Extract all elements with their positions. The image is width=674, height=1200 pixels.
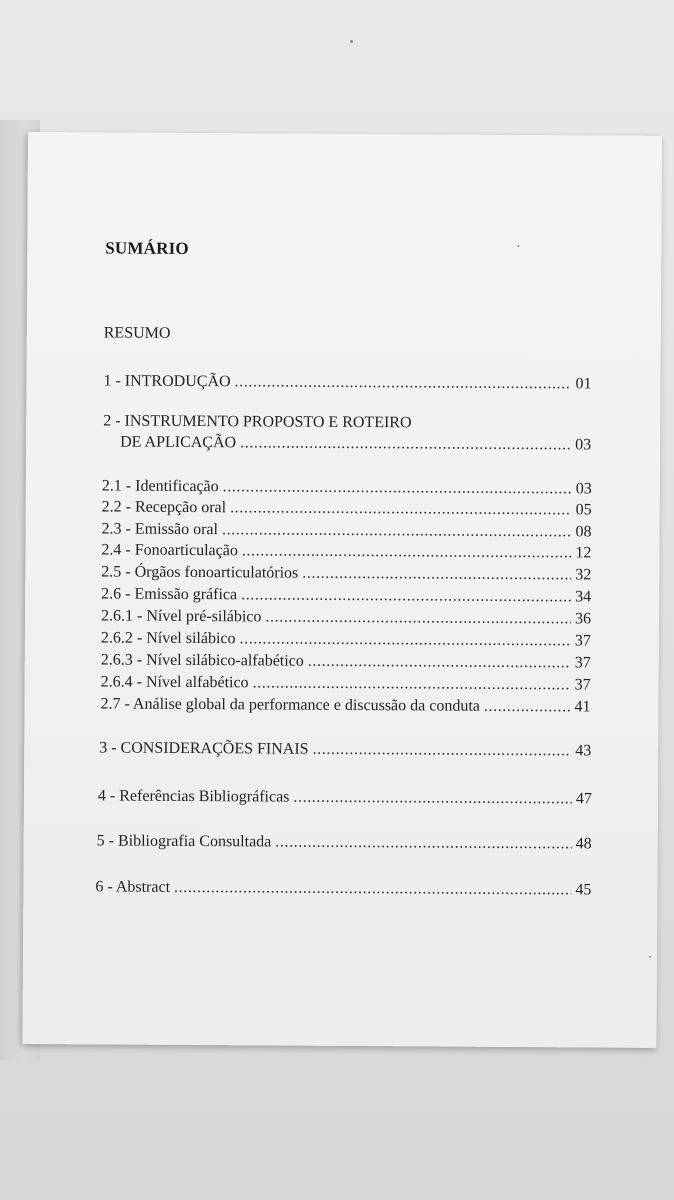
toc-entry bbox=[101, 673, 591, 694]
toc-entry-page: 03 bbox=[575, 480, 592, 498]
document-page bbox=[22, 132, 662, 1048]
page-title: SUMÁRIO bbox=[105, 238, 189, 258]
toc-entry bbox=[102, 477, 592, 498]
toc-entry-page: 37 bbox=[574, 632, 591, 650]
dust-speck bbox=[350, 40, 353, 43]
dust-speck bbox=[517, 245, 519, 247]
toc-entry-page: 37 bbox=[574, 676, 591, 694]
toc-entry bbox=[98, 787, 592, 808]
toc-entry-page: 32 bbox=[575, 566, 592, 584]
toc-entry bbox=[101, 541, 591, 562]
toc-entry bbox=[101, 651, 591, 672]
toc-entry bbox=[100, 695, 590, 716]
toc-entry bbox=[102, 520, 592, 541]
toc-entry-page: 48 bbox=[575, 835, 592, 853]
toc-leader-dots bbox=[308, 653, 571, 673]
toc-leader-dots bbox=[230, 499, 572, 519]
toc-entry-page: 43 bbox=[575, 742, 592, 760]
toc-entry-label: 2.4 - Fonoarticulação bbox=[101, 541, 238, 560]
toc-entry-page: 12 bbox=[575, 544, 592, 562]
toc-leader-dots bbox=[302, 565, 571, 585]
toc-entry-label-line1: 2 - INSTRUMENTO PROPOSTO E ROTEIRO bbox=[103, 412, 412, 432]
toc-entry-page: 01 bbox=[575, 375, 592, 393]
toc-entry-label: 4 - Referências Bibliográficas bbox=[97, 787, 290, 806]
toc-entry-label: 2.1 - Identificação bbox=[101, 477, 219, 496]
toc-leader-dots bbox=[293, 789, 572, 809]
toc-leader-dots bbox=[242, 542, 572, 562]
toc-leader-dots bbox=[484, 698, 571, 717]
toc-entry bbox=[101, 629, 591, 650]
toc-entry-label: 2.2 - Recepção oral bbox=[101, 498, 227, 517]
toc-entry-label: 2.6 - Emissão gráfica bbox=[101, 585, 238, 604]
toc-entry-label: 2.3 - Emissão oral bbox=[101, 520, 219, 539]
toc-entry-label: 2.7 - Análise global da performance e discussão da conduta bbox=[100, 695, 480, 715]
table-of-contents bbox=[22, 132, 662, 1048]
toc-leader-dots bbox=[240, 434, 571, 454]
toc-entry-label: 2.6.4 - Nível alfabético bbox=[100, 673, 249, 692]
toc-entry bbox=[101, 585, 591, 606]
toc-entry-page: 08 bbox=[575, 523, 592, 541]
toc-leader-dots bbox=[265, 608, 571, 628]
toc-leader-dots bbox=[275, 834, 571, 854]
toc-entry-label: 6 - Abstract bbox=[95, 878, 171, 896]
toc-leader-dots bbox=[223, 478, 572, 498]
toc-entry bbox=[101, 563, 591, 584]
toc-entry-label: 1 - INTRODUÇÃO bbox=[103, 372, 231, 391]
toc-entry-page: 37 bbox=[574, 654, 591, 672]
toc-entry-label: 5 - Bibliografia Consultada bbox=[96, 832, 272, 851]
toc-entry bbox=[97, 832, 592, 853]
toc-entry bbox=[95, 878, 591, 899]
toc-leader-dots bbox=[241, 586, 571, 606]
toc-leader-dots bbox=[239, 630, 570, 650]
toc-entry bbox=[101, 607, 591, 628]
toc-entry-page: 05 bbox=[575, 501, 592, 519]
toc-entry-label: 2.6.3 - Nível silábico-alfabético bbox=[100, 651, 304, 670]
toc-leader-dots bbox=[222, 521, 572, 541]
toc-entry bbox=[103, 372, 591, 393]
toc-entry-page: 45 bbox=[575, 881, 592, 899]
toc-entry-label: 3 - CONSIDERAÇÕES FINAIS bbox=[99, 739, 309, 758]
toc-entry-page: 34 bbox=[575, 588, 592, 606]
toc-leader-dots bbox=[253, 674, 571, 694]
toc-entry-page: 47 bbox=[575, 790, 592, 808]
toc-resumo: RESUMO bbox=[103, 324, 171, 342]
toc-entry-label: 2.6.2 - Nível silábico bbox=[100, 629, 236, 648]
toc-entry-page: 36 bbox=[574, 610, 592, 628]
toc-entry-page: 41 bbox=[574, 698, 591, 716]
dust-speck bbox=[649, 956, 651, 958]
toc-leader-dots bbox=[235, 373, 572, 393]
toc-leader-dots bbox=[313, 741, 572, 761]
toc-entry bbox=[99, 739, 591, 760]
toc-entry bbox=[120, 434, 591, 455]
toc-entry-label: 2.6.1 - Nível pré-silábico bbox=[100, 607, 262, 626]
toc-entry-label: 2.5 - Órgãos fonoarticulatórios bbox=[101, 563, 299, 582]
toc-entry-page: 03 bbox=[575, 436, 592, 454]
toc-entry-label: DE APLICAÇÃO bbox=[120, 433, 237, 452]
toc-entry bbox=[102, 498, 592, 519]
toc-leader-dots bbox=[174, 879, 571, 899]
